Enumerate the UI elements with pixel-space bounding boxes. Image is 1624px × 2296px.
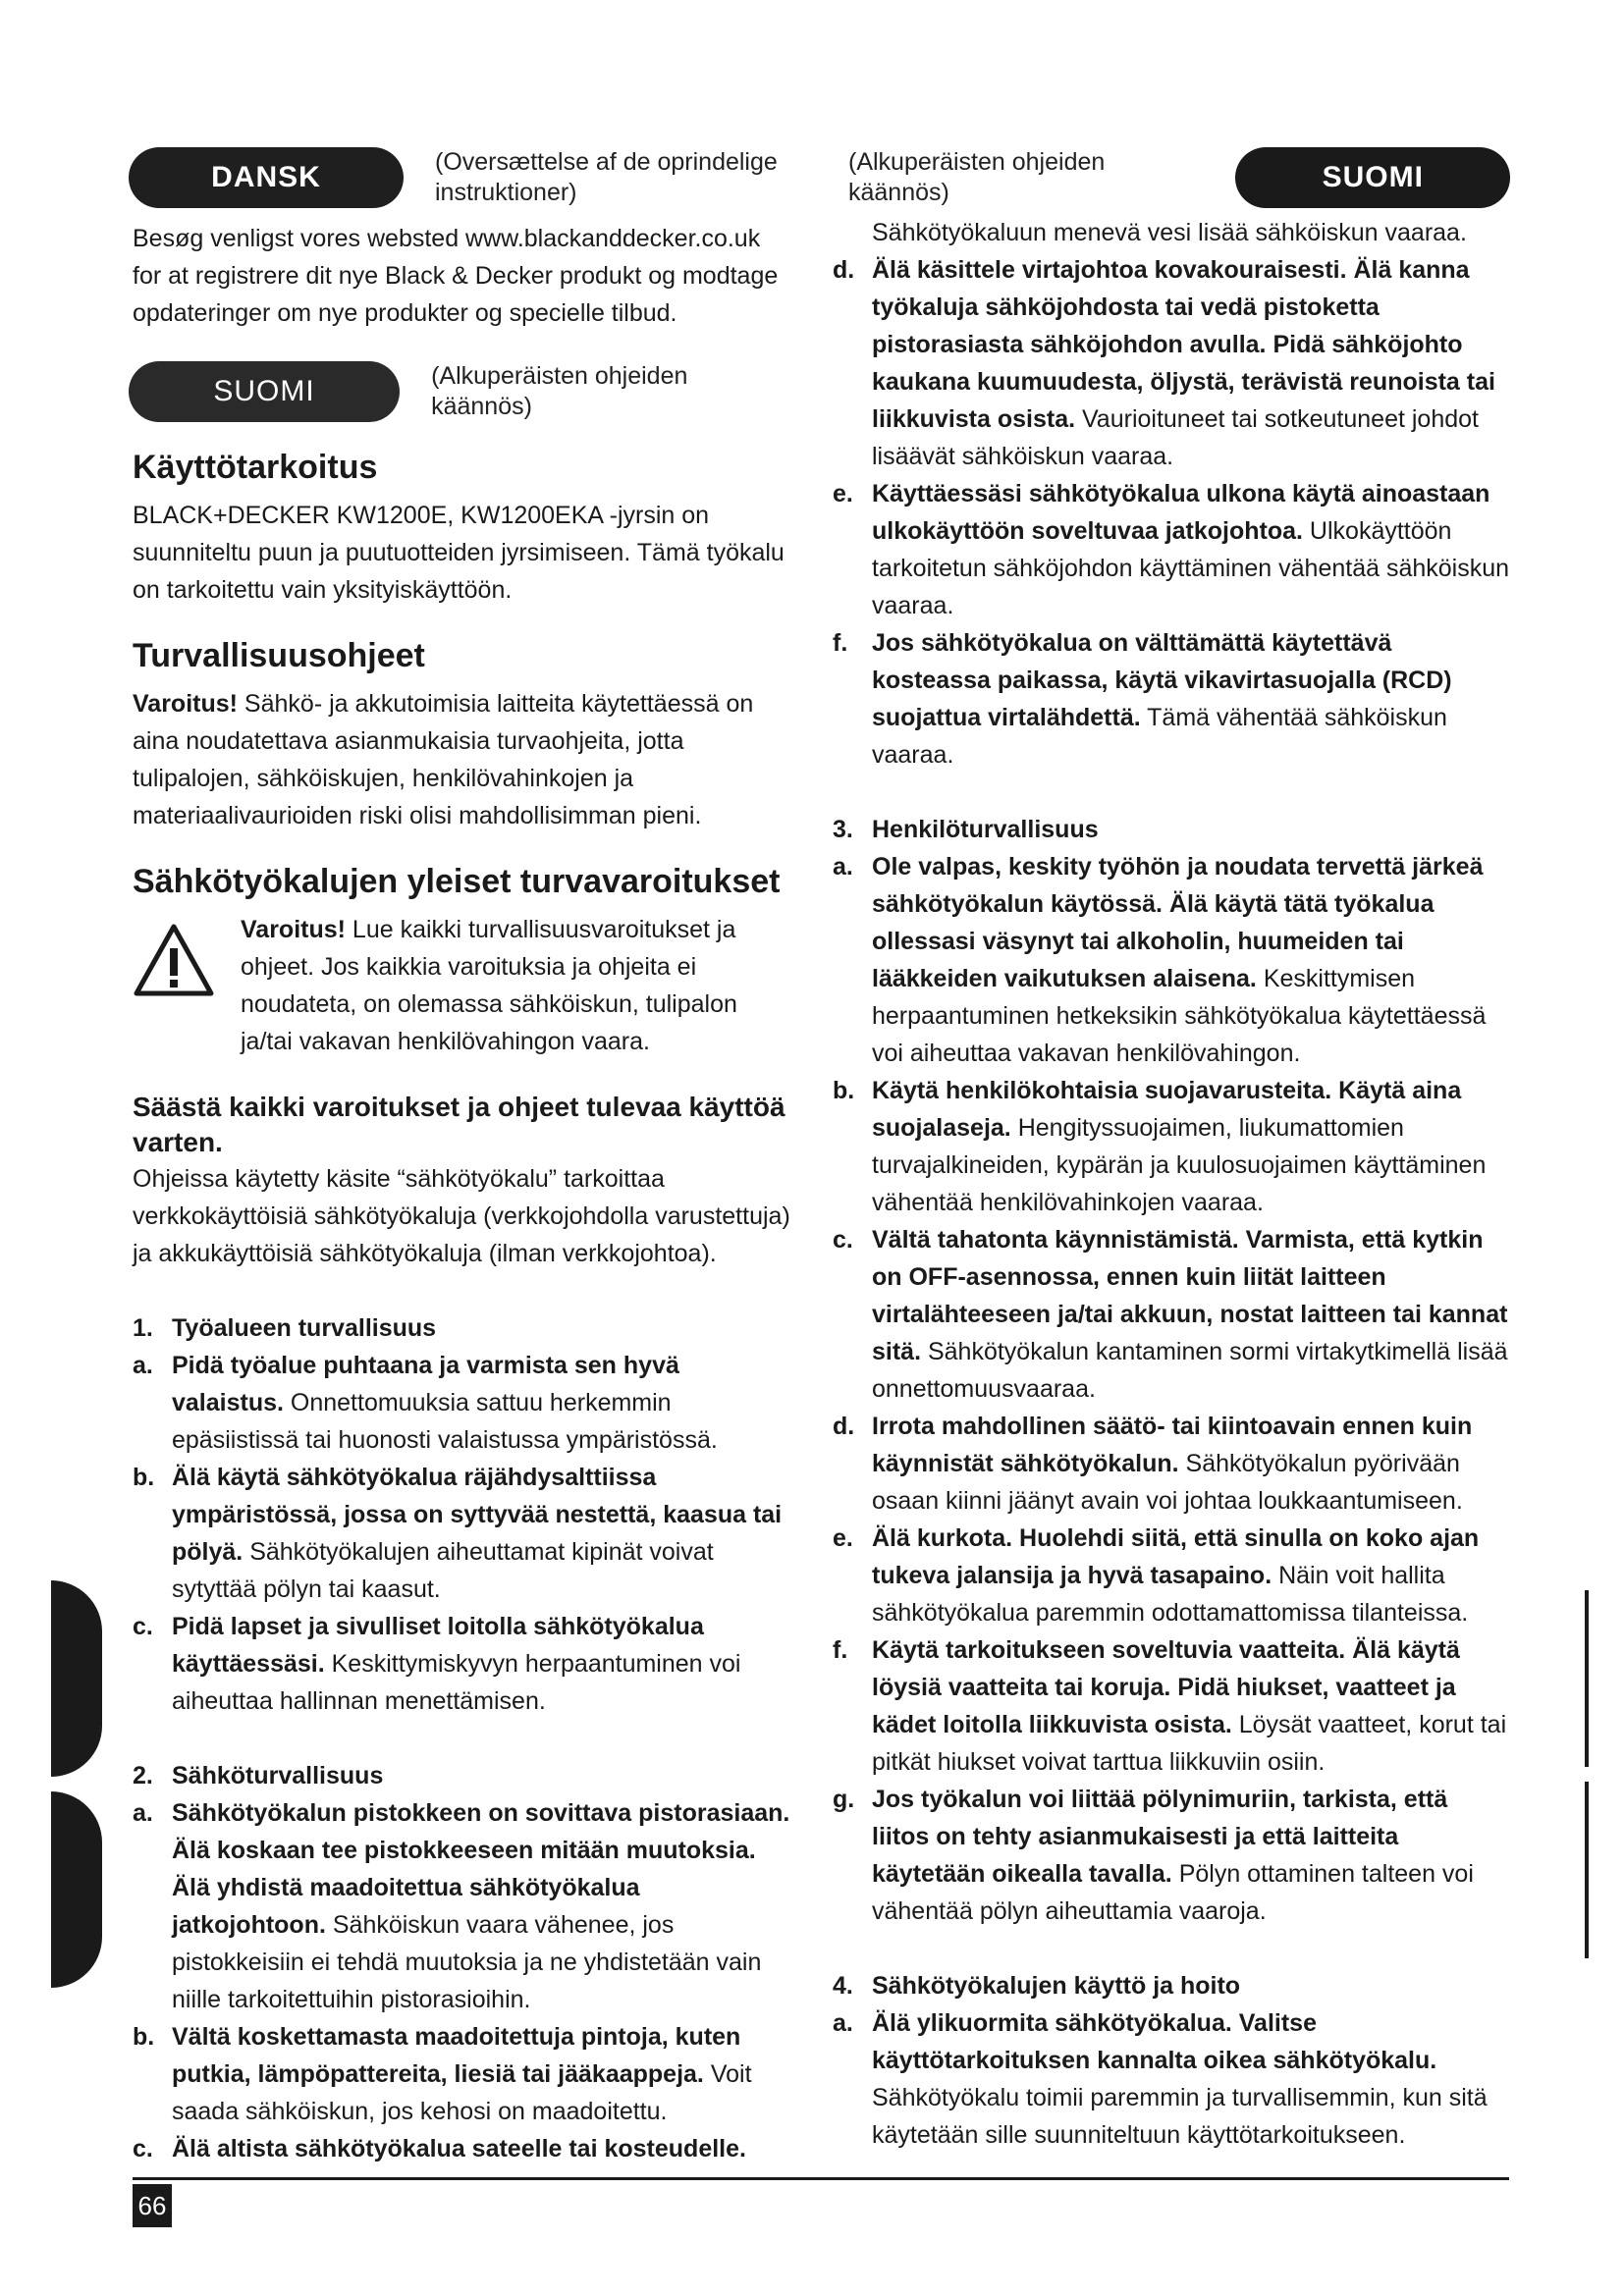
item-text: Sähkötyökalu toimii paremmin ja turvallisemmin, kun sitä käytetään sille suunniteltuun käyttötarkoitukseen.: [872, 2084, 1488, 2149]
suomi-header-left: [133, 361, 790, 422]
item-bold: Vältä koskettamasta maadoitettuja pintoja, kuten putkia, lämpöpattereita, liesiä tai jääkaappeja.: [172, 2023, 741, 2088]
dansk-header: [133, 147, 790, 208]
list-item: [833, 1072, 1510, 1221]
list-item: [133, 1347, 790, 1459]
item-text: Ulkokäyttöön tarkoitetun sähköjohdon käyttäminen vähentää sähköiskun vaaraa.: [872, 517, 1510, 619]
item-label: a.: [833, 2009, 853, 2037]
item-text: Tämä vähentää sähköiskun vaaraa.: [872, 704, 1447, 769]
section-2-heading: [133, 1757, 790, 1794]
section-1-heading: [133, 1309, 790, 1347]
thumb-tab-lower: [51, 1791, 102, 1988]
suomi-note-right: (Alkuperäisten ohjeiden käännös): [848, 148, 1106, 206]
item-label: f.: [833, 1636, 848, 1664]
page-number: 66: [133, 2184, 172, 2227]
item-bold: Pidä työalue puhtaana ja varmista sen hyvä valaistus.: [172, 1352, 679, 1416]
list-item: [133, 1608, 790, 1720]
item-text: Vaurioituneet tai sotkeutuneet johdot lisäävät sähköiskun vaaraa.: [872, 405, 1479, 470]
item-label: g.: [833, 1786, 855, 1813]
dansk-text: Besøg venligst vores websted www.blackanddecker.co.uk for at registrere dit nye Black & Decker produkt og modtage opdateringer om nye produkter og specielle tilbud.: [133, 225, 779, 327]
item-text: Onnettomuuksia sattuu herkemmin epäsiistissä tai huonosti valaistussa ympäristössä.: [172, 1389, 718, 1454]
heading-turvallisuusohjeet: Turvallisuusohjeet: [133, 637, 425, 674]
list-item: [833, 1520, 1510, 1631]
item-label: c.: [133, 2135, 153, 2163]
item-label: a.: [833, 853, 853, 881]
item-text: Sähkötyökalun pyörivään osaan kiinni jäänyt avain voi johtaa loukkaantumiseen.: [872, 1450, 1463, 1515]
list-item: [833, 2004, 1510, 2154]
section-3-heading: [833, 811, 1510, 848]
item-bold: Käytä henkilökohtaisia suojavarusteita. Käytä aina suojalaseja.: [872, 1077, 1462, 1142]
item-text: Näin voit hallita sähkötyökalua paremmin odottamattomissa tilanteissa.: [872, 1562, 1469, 1627]
item-text: Pölyn ottaminen talteen voi vähentää pölyn aiheuttamia vaaroja.: [872, 1860, 1474, 1925]
item-text: Sähkötyökalun kantaminen sormi virtakytkimellä lisää onnettomuusvaaraa.: [872, 1338, 1508, 1403]
list-item: [833, 848, 1510, 1072]
footer-rule: [133, 2177, 1509, 2180]
list-item: [833, 251, 1510, 475]
suomi-pill-right: SUOMI: [1235, 147, 1510, 208]
item-bold: Pidä lapset ja sivulliset loitolla sähkötyökalua käyttäessäsi.: [172, 1613, 704, 1678]
list-item: [133, 2130, 790, 2167]
heading-yleiset: Sähkötyökalujen yleiset turvavaroitukset: [133, 863, 781, 900]
item-label: a.: [133, 1352, 153, 1379]
list-item: [833, 1781, 1510, 1930]
item-bold: Käyttäessäsi sähkötyökalua ulkona käytä ainoastaan ulkokäyttöön soveltuvaa jatkojohtoa.: [872, 480, 1490, 545]
turvallisuus-body: Sähkö- ja akkutoimisia laitteita käytettäessä on aina noudatettava asianmukaisia turvaohjeita, jotta tulipalojen, sähköiskujen, henkilövahinkojen ja materiaalivaurioiden riski olisi mahdollisimman pieni.: [133, 690, 754, 829]
section-2-title: Sähköturvallisuus: [172, 1762, 384, 1789]
saasta-text: Ohjeissa käytetty käsite “sähkötyökalu” tarkoittaa verkkokäyttöisiä sähkötyökaluja (verkkojohdolla varustettuja) ja akkukäyttöisiä sähkötyökaluja (ilman verkkojohtoa).: [133, 1165, 790, 1267]
item-bold: Ole valpas, keskity työhön ja noudata tervettä järkeä sähkötyökalun käytössä. Älä käytä tätä työkalua ollessasi väsynyt tai alkoholin, huumeiden tai lääkkeiden vaikutuksen alaisena.: [872, 853, 1484, 992]
warning-body: Lue kaikki turvallisuusvaroitukset ja ohjeet. Jos kaikkia varoituksia ja ohjeita ei noudateta, on olemassa sähköiskun, tulipalon ja/tai vakavan henkilövahingon vaara.: [241, 916, 737, 1055]
turvallisuus-text: [133, 685, 790, 834]
heading-saasta: Säästä kaikki varoitukset ja ohjeet tulevaa käyttöä varten.: [133, 1092, 785, 1157]
item-text: Löysät vaatteet, korut tai pitkät hiukset voivat tarttua liikkuviin osiin.: [872, 1711, 1507, 1776]
list-item: [833, 1408, 1510, 1520]
list-item: [133, 1794, 790, 2018]
section-3-title: Henkilöturvallisuus: [872, 816, 1099, 843]
item-bold: Irrota mahdollinen säätö- tai kiintoavain ennen kuin käynnistät sähkötyökalun.: [872, 1413, 1473, 1477]
item-label: d.: [833, 1413, 855, 1440]
list-item: [833, 624, 1510, 774]
list-item: [833, 1631, 1510, 1781]
item-label: e.: [833, 480, 853, 507]
item-text: Keskittymiskyvyn herpaantuminen voi aiheuttaa hallinnan menettämisen.: [172, 1650, 741, 1715]
suomi-header-right: [833, 147, 1510, 208]
list-item: [833, 1221, 1510, 1408]
item-label: e.: [833, 1524, 853, 1552]
item-label: f.: [833, 629, 848, 657]
section-1-title: Työalueen turvallisuus: [172, 1314, 437, 1342]
section-3-number: 3.: [833, 816, 853, 843]
item-bold: Älä ylikuormita sähkötyökalua. Valitse käyttötarkoituksen kannalta oikea sähkötyökalu.: [872, 2009, 1437, 2074]
item-text: Sähkötyökalujen aiheuttamat kipinät voivat sytyttää pölyn tai kaasut.: [172, 1538, 714, 1603]
item-label: d.: [833, 256, 855, 284]
list-item: [133, 1459, 790, 1608]
item-label: b.: [833, 1077, 855, 1104]
item-label: a.: [133, 1799, 153, 1827]
warning-text: [241, 911, 790, 1060]
warning-label-2: Varoitus!: [241, 916, 346, 943]
warning-label: Varoitus!: [133, 690, 238, 718]
heading-kayttotarkoitus: Käyttötarkoitus: [133, 449, 378, 486]
section-1-number: 1.: [133, 1314, 153, 1342]
item-bold: Älä kurkota. Huolehdi siitä, että sinulla on koko ajan tukeva jalansija ja hyvä tasapaino.: [872, 1524, 1480, 1589]
dansk-note: (Oversættelse af de oprindelige instruktioner): [435, 148, 778, 206]
list-item: [133, 2018, 790, 2130]
item-bold: Sähkötyökalun pistokkeen on sovittava pistorasiaan. Älä koskaan tee pistokkeeseen mitään muutoksia. Älä yhdistä maadoitettua sähkötyökalua jatkojohtoon.: [172, 1799, 790, 1939]
item-bold: Älä käsittele virtajohtoa kovakouraisesti. Älä kanna työkaluja sähköjohdosta tai vedä pistoketta pistorasiasta sähköjohdon avulla. Pidä sähköjohto kaukana kuumuudesta, öljystä, terävistä reunoista tai liikkuvista osista.: [872, 256, 1495, 433]
kayttotarkoitus-text: BLACK+DECKER KW1200E, KW1200EKA -jyrsin on suunniteltu puun ja puutuotteiden jyrsimiseen. Tämä työkalu on tarkoitettu vain yksityiskäyttöön.: [133, 502, 785, 604]
dansk-pill: DANSK: [129, 147, 404, 208]
item-label: b.: [133, 1464, 155, 1491]
item-bold: Älä käytä sähkötyökalua räjähdysalttiissa ympäristössä, jossa on syttyvää nestettä, kaasua tai pölyä.: [172, 1464, 783, 1566]
section-4-title: Sähkötyökalujen käyttö ja hoito: [872, 1972, 1241, 2000]
continued-text: Sähkötyökaluun menevä vesi lisää sähköiskun vaaraa.: [872, 219, 1467, 246]
suomi-note-left: (Alkuperäisten ohjeiden käännös): [431, 362, 688, 420]
item-bold: Vältä tahatonta käynnistämistä. Varmista, että kytkin on OFF-asennossa, ennen kuin liität laitteen virtalähteeseen ja/tai akkuun, nostat laitteen tai kannat sitä.: [872, 1226, 1508, 1365]
suomi-pill-left: SUOMI: [129, 361, 400, 422]
list-item: [833, 475, 1510, 624]
item-text: Hengityssuojaimen, liukumattomien turvajalkineiden, kypärän ja kuulosuojaimen käyttäminen vähentää henkilövahinkojen vaaraa.: [872, 1114, 1487, 1216]
item-bold: Käytä tarkoitukseen soveltuvia vaatteita. Älä käytä löysiä vaatteita tai koruja. Pidä hiukset, vaatteet ja kädet loitolla liikkuvista osista.: [872, 1636, 1460, 1738]
item-label: c.: [833, 1226, 853, 1254]
section-4-heading: [833, 1967, 1510, 2004]
margin-bar-lower: [1585, 1782, 1589, 1958]
section-4-number: 4.: [833, 1972, 853, 2000]
item-label: b.: [133, 2023, 155, 2051]
section-2-number: 2.: [133, 1762, 153, 1789]
item-label: c.: [133, 1613, 153, 1640]
left-column: [133, 147, 790, 2167]
item-text: Sähköiskun vaara vähenee, jos pistokkeisiin ei tehdä muutoksia ja ne yhdistetään vain niille tarkoitettuihin pistorasioihin.: [172, 1911, 762, 2013]
warning-block: [133, 911, 790, 1060]
thumb-tab-upper: [51, 1580, 102, 1777]
item-bold: Jos sähkötyökalua on välttämättä käytettävä kosteassa paikassa, käytä vikavirtasuojalla (RCD) suojattua virtalähdettä.: [872, 629, 1452, 731]
item-bold: Älä altista sähkötyökalua sateelle tai kosteudelle.: [172, 2135, 746, 2163]
margin-bar-upper: [1585, 1590, 1589, 1767]
item-bold: Jos työkalun voi liittää pölynimuriin, tarkista, että liitos on tehty asianmukaisesti ja että laitteita käytetään oikealla tavalla.: [872, 1786, 1448, 1888]
item-text: Voit saada sähköiskun, jos kehosi on maadoitettu.: [172, 2060, 752, 2125]
right-column: [833, 147, 1510, 2154]
warning-triangle-icon: [133, 911, 241, 1060]
item-text: Keskittymisen herpaantuminen hetkeksikin sähkötyökalua käytettäessä voi aiheuttaa vakavan henkilövahingon.: [872, 965, 1487, 1067]
